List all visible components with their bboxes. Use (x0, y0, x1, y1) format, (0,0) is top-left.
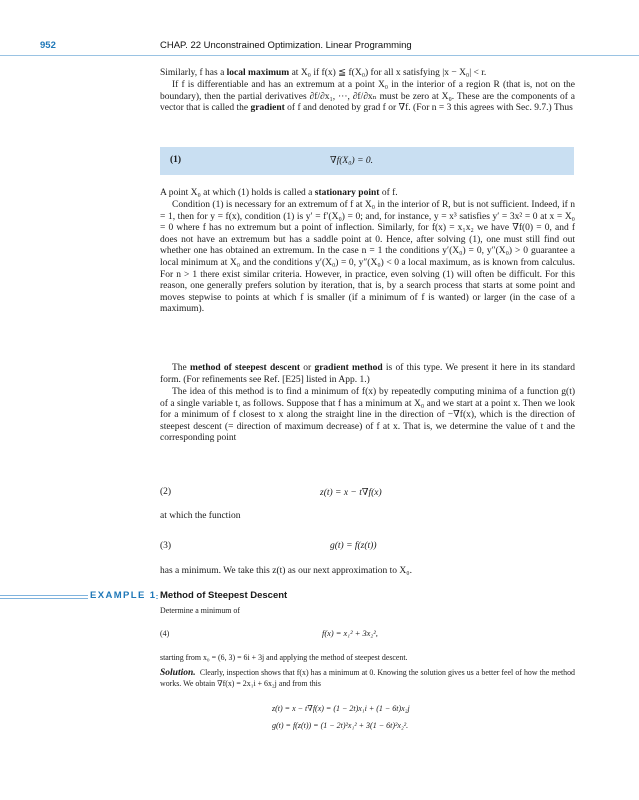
example-starting: starting from x₀ = (6, 3) = 6i + 3j and applying the method of steepest descent. (160, 653, 408, 662)
text: A point X₀ at which (1) holds is called a (160, 188, 315, 198)
equation-1-label: (1) (170, 155, 182, 165)
term-local-maximum: local maximum (226, 68, 290, 78)
term-stationary-point: stationary point (314, 188, 380, 198)
text: If f is differentiable and has an extremum at a point X₀ in the interior of a region R (that is, not on the boundary), then the partial derivatives ∂f/∂x₁, ···, ∂f/∂xₙ must be zero at X₀. These are the components of a vector that is called the (160, 80, 575, 114)
equation-4: f(x) = x₁² + 3x₂², (322, 629, 378, 638)
equation-3-label: (3) (160, 541, 172, 551)
equation-2: z(t) = x − t∇f(x) (320, 488, 382, 498)
text: or (300, 363, 315, 373)
example-intro: Determine a minimum of (160, 606, 240, 615)
equation-3: g(t) = f(z(t)) (330, 541, 377, 551)
term-gradient-method: gradient method (314, 363, 383, 373)
paragraph-steepest-descent (160, 363, 575, 386)
example-label: EXAMPLE 1 (90, 590, 157, 601)
paragraph-gradient (160, 80, 575, 115)
text: of f and denoted by grad f or ∇f. (For n = 3 this agrees with Sec. 9.7.) Thus (284, 103, 573, 114)
paragraph-at-which: at which the function (160, 511, 241, 521)
term-method-of-steepest-descent: method of steepest descent (190, 363, 301, 373)
equation-1: ∇f(X₀) = 0. (330, 156, 373, 166)
equation-6: g(t) = f(z(t)) = (1 − 2t)²x₁² + 3(1 − 6t)²x₂². (272, 721, 409, 730)
text: The (172, 363, 191, 373)
paragraph-conditions: Condition (1) is necessary for an extremum of f at X₀ in the interior of R, but is not sufficient. Indeed, if n = 1, then for y = f(x), condition (1) is y′ = f′(X₀) = 0; and, for instance, y = x³ satisfies y′ = 3x² = 0 at x = X₀ = 0 where f has no extremum but a point of inflection. Similarly, for f(x) = x₁x₂ we have ∇f(0) = 0, and f does not have an extremum but has a saddle point at 0. Hence, after solving (1), one must still find out whether one has obtained an extremum. In the case n = 1 the conditions y′(X₀) = 0, y″(X₀) > 0 guarantee a local minimum at X₀ and the conditions y′(X₀) = 0, y″(X₀) < 0 a local maximum, as is known from calculus. For n > 1 there exist similar criteria. However, in practice, even solving (1) will often be difficult. For this reason, one generally prefers solution by iteration, that is, by a search process that starts at some point and moves stepwise to points at which f is smaller (if a minimum of f is wanted) or larger (in the case of a maximum). (160, 200, 575, 315)
text: of f. (379, 188, 398, 198)
example-solution (160, 668, 575, 689)
text: Similarly, f has a (160, 68, 227, 78)
equation-4-label: (4) (160, 629, 170, 638)
example-title: Method of Steepest Descent (160, 590, 288, 601)
paragraph-minimum: has a minimum. We take this z(t) as our next approximation to X₀. (160, 566, 412, 576)
solution-label: Solution. (160, 668, 196, 678)
paragraph-stationary-point (160, 188, 575, 200)
header-rule (0, 55, 639, 56)
paragraph-idea: The idea of this method is to find a minimum of f(x) by repeatedly computing minima of a function g(t) of a single variable t, as follows. Suppose that f has a minimum at X₀ and we start at a point x. Then we look for a minimum of f closest to x along the straight line in the direction of −∇f(x), which is the direction of steepest descent (= direction of maximum decrease) of f at x. That is, we determine the value of t and the corresponding point (160, 387, 575, 444)
text: at X₀ if f(x) ≦ f(X₀) for all x satisfying |x − X₀| < r. (289, 68, 487, 78)
term-gradient: gradient (250, 103, 285, 114)
equation-2-label: (2) (160, 487, 172, 497)
text: is of this type. We present it here in its standard form. (For refinements see Ref. [E25] listed in App. 1.) (160, 363, 575, 385)
page-number: 952 (40, 40, 56, 51)
text: Clearly, inspection shows that f(x) has a minimum at 0. Knowing the solution gives us a better feel of how the method works. We obtain ∇f(x) = 2x₁i + 6x₂j and from this (160, 668, 576, 688)
paragraph-local-maximum (160, 68, 575, 80)
chapter-header: CHAP. 22 Unconstrained Optimization. Linear Programming (160, 40, 412, 51)
equation-5: z(t) = x − t∇f(x) = (1 − 2t)x₁i + (1 − 6t)x₂j (272, 704, 410, 713)
